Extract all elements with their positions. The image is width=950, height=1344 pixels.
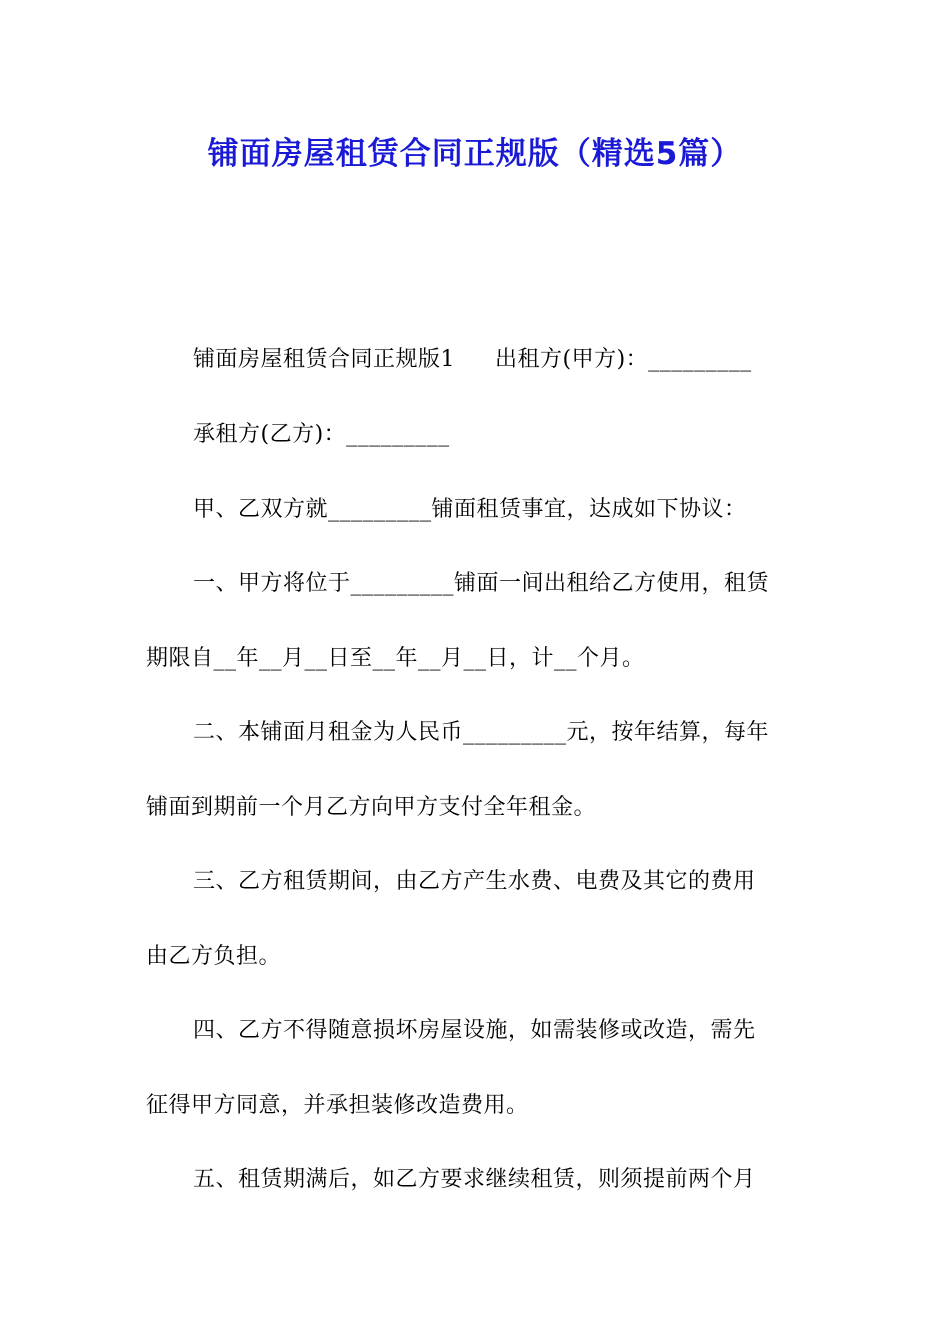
clause-3-line-1: 三、乙方租赁期间，由乙方产生水费、电费及其它的费用 <box>193 869 756 894</box>
document-title: 铺面房屋租赁合同正规版（精选5篇） <box>207 136 743 172</box>
lessee-field: 承租方(乙方)：_________ <box>193 422 450 447</box>
paragraph-line-3: 甲、乙双方就_________铺面租赁事宜，达成如下协议： <box>193 497 747 522</box>
lessor-field: 出租方(甲方)：_________ <box>495 347 752 372</box>
paragraph-line-1 <box>193 345 806 375</box>
clause-4-line-2: 征得甲方同意，并承担装修改造费用。 <box>146 1093 529 1118</box>
clause-2-line-2: 铺面到期前一个月乙方向甲方支付全年租金。 <box>146 795 597 820</box>
clause-3-line-2: 由乙方负担。 <box>146 944 282 969</box>
clause-2-line-1: 二、本铺面月租金为人民币_________元，按年结算，每年 <box>193 720 770 745</box>
clause-5-line-1: 五、租赁期满后，如乙方要求继续租赁，则须提前两个月 <box>193 1167 756 1192</box>
contract-heading: 铺面房屋租赁合同正规版1 <box>193 347 455 372</box>
clause-1-line-2: 期限自__年__月__日至__年__月__日，计__个月。 <box>146 646 645 671</box>
clause-1-line-1: 一、甲方将位于_________铺面一间出租给乙方使用，租赁 <box>193 571 770 596</box>
clause-4-line-1: 四、乙方不得随意损坏房屋设施，如需装修或改造，需先 <box>193 1018 756 1043</box>
